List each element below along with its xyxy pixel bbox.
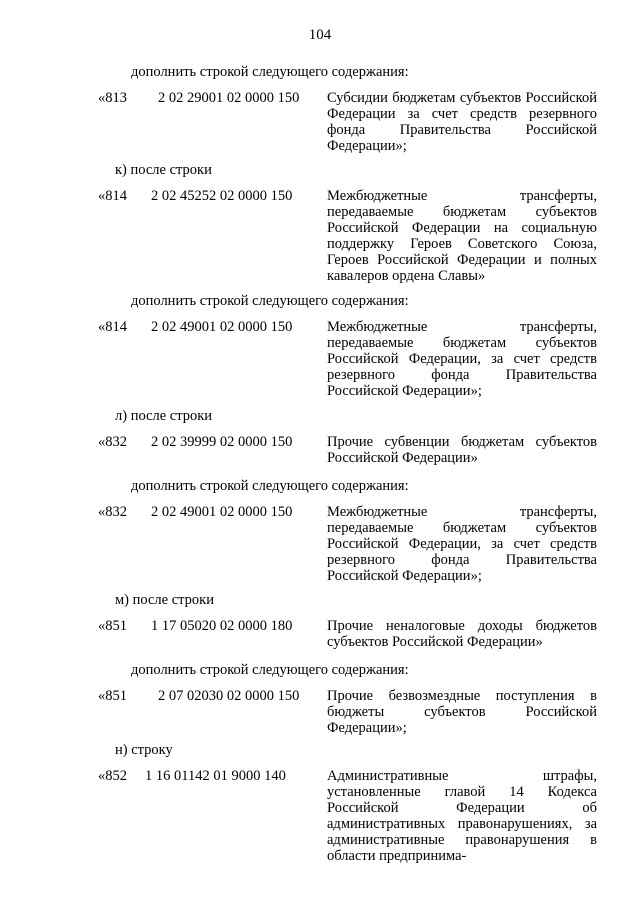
admin-code: «814 [98,188,127,204]
budget-classification-code: 2 02 39999 02 0000 150 [151,434,293,450]
budget-classification-code: 2 02 49001 02 0000 150 [151,504,293,520]
income-description: Межбюджетные трансферты, передаваемые бюджетам субъектов Российской Федерации на социальную поддержку Героев Советского Союза, Героев Российской Федерации и полных кавалеров ордена Славы» [327,188,597,284]
budget-classification-code: 1 16 01142 01 9000 140 [145,768,286,784]
admin-code: «852 [98,768,127,784]
admin-code: «851 [98,618,127,634]
admin-code: «832 [98,434,127,450]
instruction-text: м) после строки [115,592,214,608]
income-description: Прочие субвенции бюджетам субъектов Российской Федерации» [327,434,597,466]
instruction-text: л) после строки [115,408,213,424]
income-description: Субсидии бюджетам субъектов Российской Федерации за счет средств резервного фонда Правительства Российской Федерации»; [327,90,597,154]
income-description: Административные штрафы, установленные главой 14 Кодекса Российской Федерации об административных правонарушениях, за административные правонарушения в области предпринима- [327,768,597,864]
income-description: Межбюджетные трансферты, передаваемые бюджетам субъектов Российской Федерации, за счет средств резервного фонда Правительства Российской Федерации»; [327,504,597,584]
income-description: Прочие неналоговые доходы бюджетов субъектов Российской Федерации» [327,618,597,650]
instruction-text: дополнить строкой следующего содержания: [131,478,409,494]
budget-classification-code: 2 07 02030 02 0000 150 [158,688,300,704]
page-number: 104 [308,27,332,43]
budget-classification-code: 2 02 29001 02 0000 150 [158,90,300,106]
budget-classification-code: 2 02 49001 02 0000 150 [151,319,293,335]
instruction-text: дополнить строкой следующего содержания: [131,293,409,309]
income-description: Межбюджетные трансферты, передаваемые бюджетам субъектов Российской Федерации, за счет средств резервного фонда Правительства Российской Федерации»; [327,319,597,399]
budget-classification-code: 2 02 45252 02 0000 150 [151,188,293,204]
admin-code: «832 [98,504,127,520]
budget-classification-code: 1 17 05020 02 0000 180 [151,618,293,634]
instruction-text: дополнить строкой следующего содержания: [131,64,409,80]
instruction-text: н) строку [115,742,173,758]
admin-code: «813 [98,90,127,106]
instruction-text: дополнить строкой следующего содержания: [131,662,409,678]
income-description: Прочие безвозмездные поступления в бюджеты субъектов Российской Федерации»; [327,688,597,736]
admin-code: «814 [98,319,127,335]
admin-code: «851 [98,688,127,704]
instruction-text: к) после строки [115,162,212,178]
